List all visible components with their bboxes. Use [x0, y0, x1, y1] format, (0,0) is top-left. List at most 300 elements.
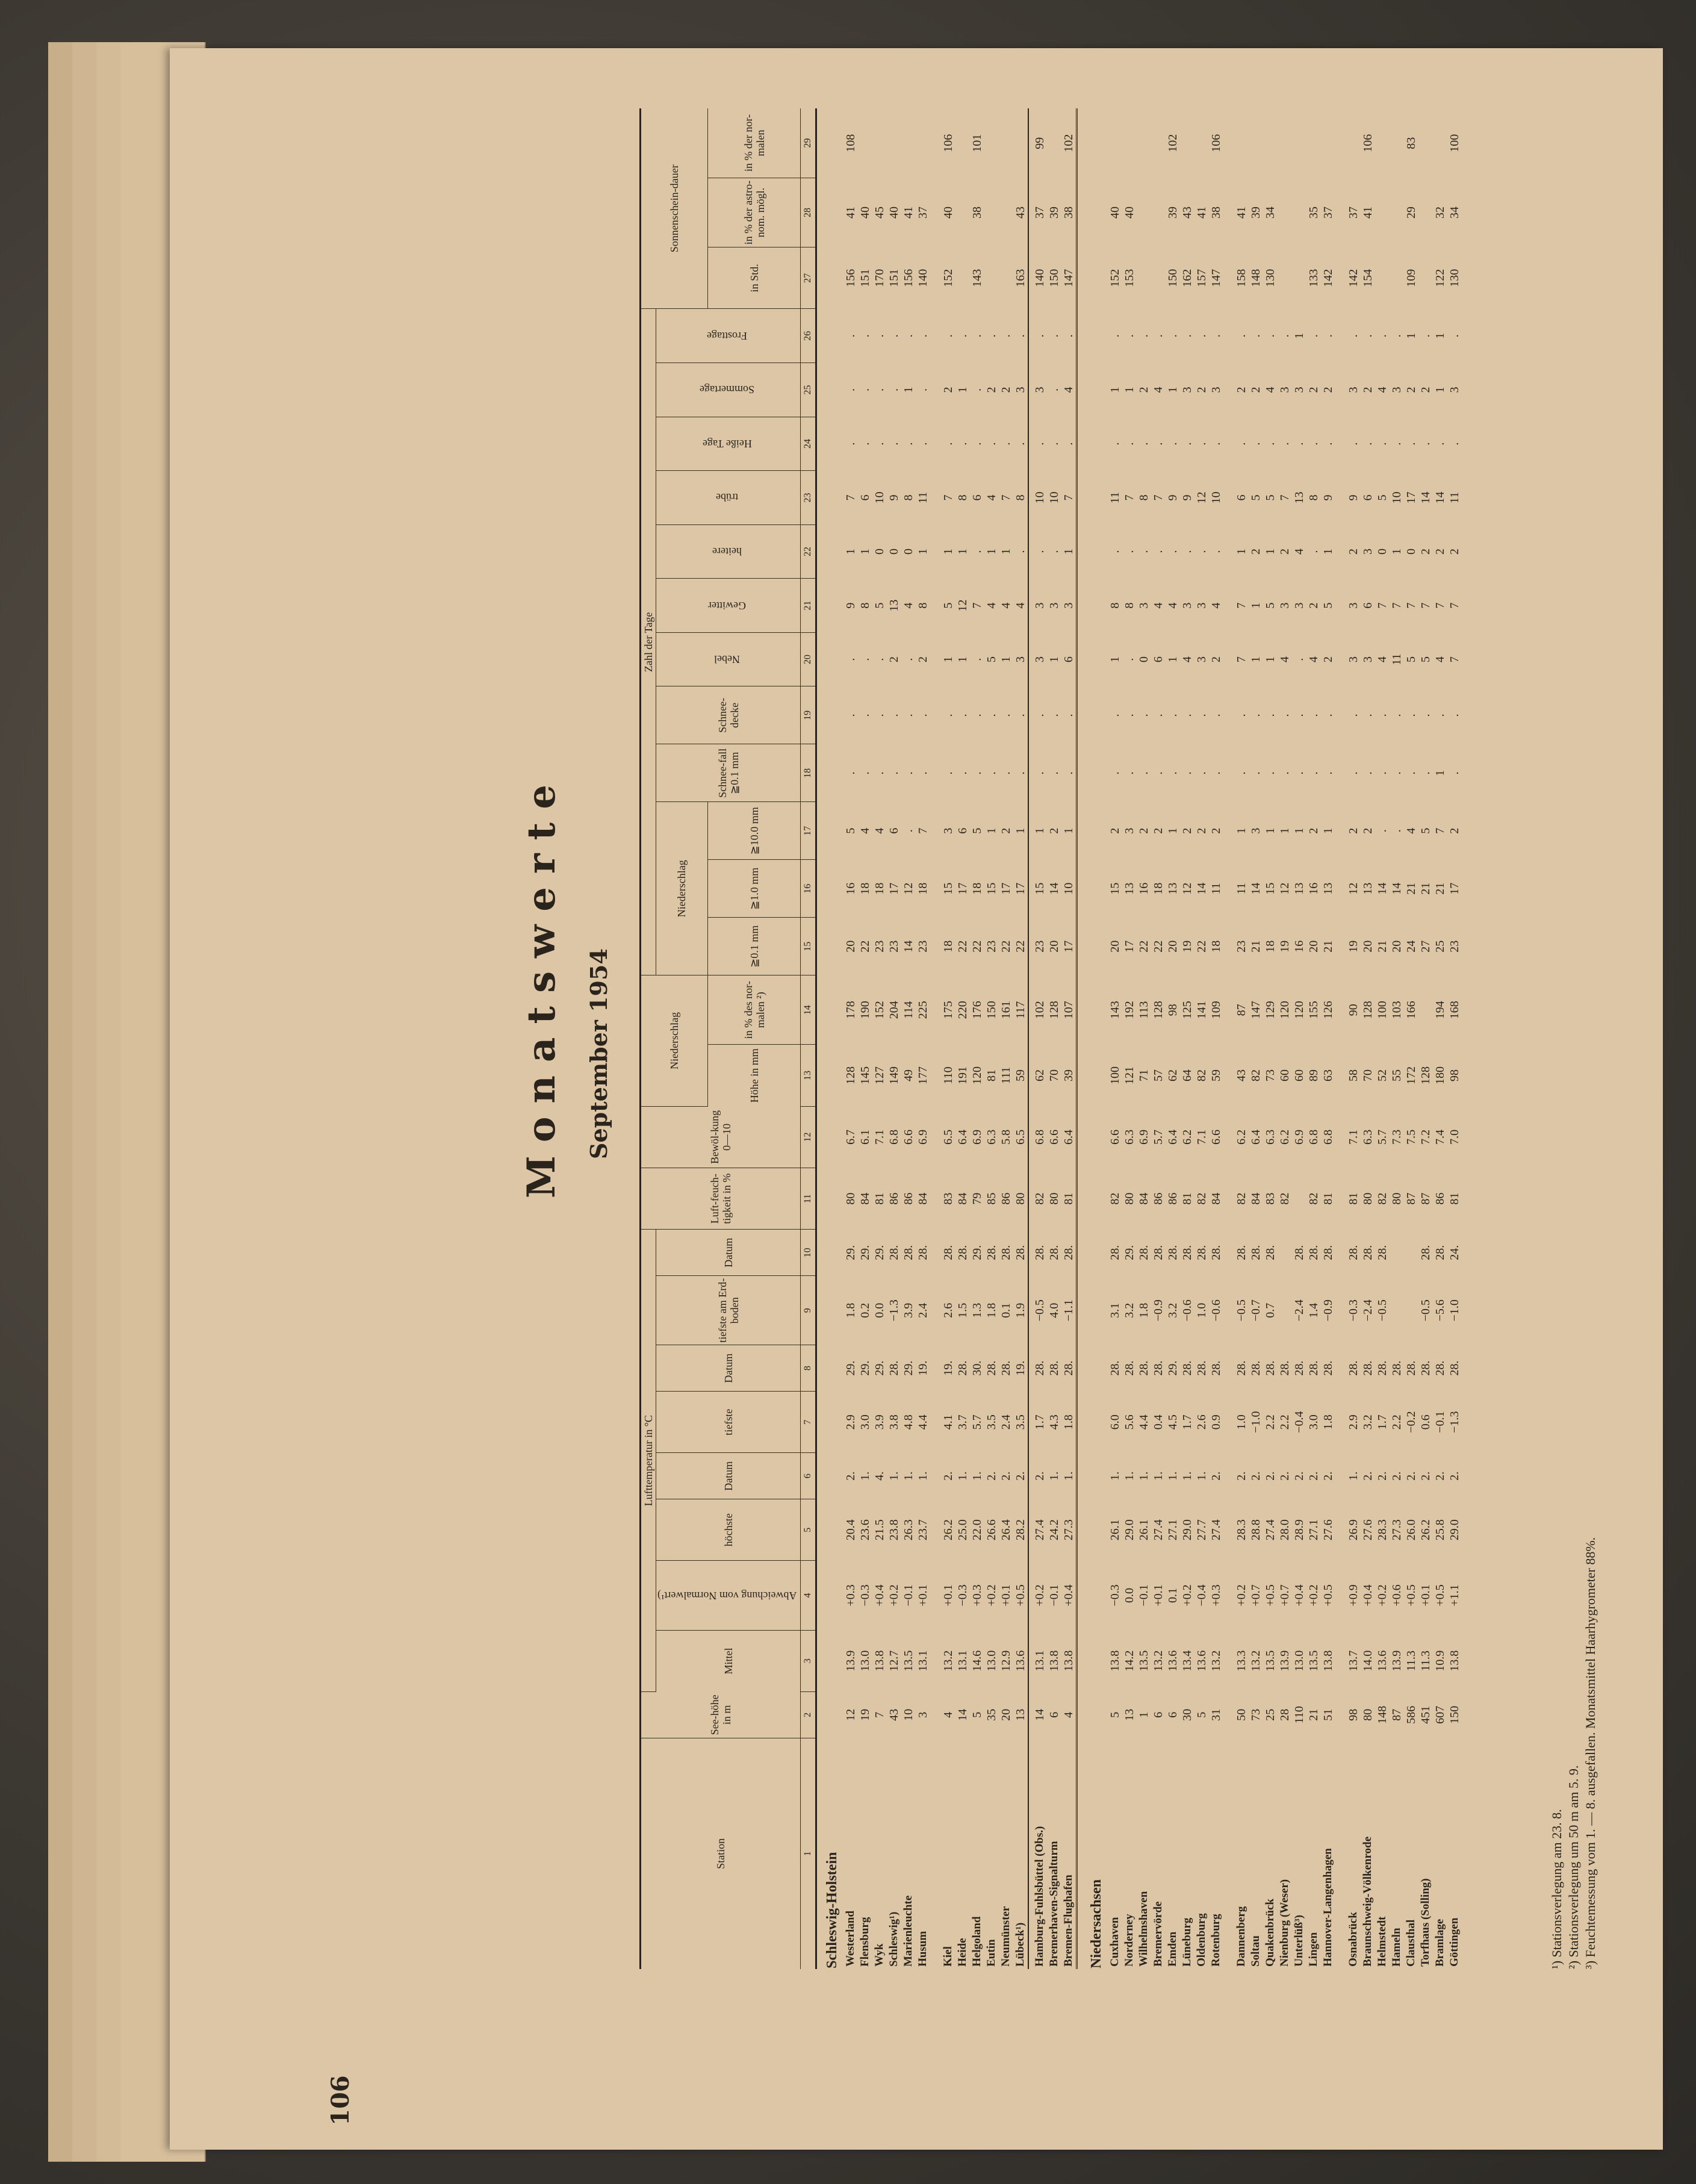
table-cell [1404, 1276, 1418, 1345]
table-cell: 133 [1307, 269, 1321, 287]
monthly-values-table-wrapper [639, 108, 1462, 1969]
header-seehoehe: See-höhe in m [641, 1691, 801, 1738]
table-cell: −0.1 [902, 1584, 916, 1607]
table-cell: 10 [1048, 491, 1061, 504]
table-cell: . [1137, 714, 1151, 717]
table-cell: 23 [1033, 940, 1047, 953]
table-cell: 43 [1014, 207, 1028, 219]
table-cell: . [1123, 714, 1137, 717]
table-cell: 2. [985, 1471, 999, 1481]
table-cell [1278, 1276, 1292, 1345]
table-cell: 158 [1235, 269, 1249, 287]
table-cell: 28. [1347, 1360, 1361, 1376]
table-cell: . [1014, 334, 1028, 338]
table-cell: 4 [1152, 387, 1166, 393]
table-cell: 28. [999, 1245, 1013, 1260]
table-cell: 73 [1249, 1708, 1263, 1721]
table-cell: 28. [1361, 1360, 1375, 1376]
table-cell: 39 [1249, 207, 1263, 219]
column-number: 12 [801, 1106, 816, 1168]
table-cell: 1 [916, 549, 930, 555]
table-cell: . [1033, 714, 1047, 717]
table-cell: 1 [1249, 656, 1263, 663]
table-cell [1404, 1230, 1418, 1276]
table-cell: +0.2 [1033, 1584, 1047, 1607]
table-cell: 2. [1210, 1471, 1223, 1481]
table-cell: 2 [985, 387, 999, 393]
table-cell: . [887, 714, 901, 717]
table-cell: 98 [1448, 1069, 1462, 1081]
table-cell: 2. [1293, 1471, 1306, 1481]
table-cell: 26.3 [902, 1519, 916, 1541]
table-cell: 87 [1405, 1192, 1418, 1205]
table-cell: 4 [985, 494, 999, 501]
table-cell: . [999, 714, 1013, 717]
table-cell: . [1048, 334, 1061, 338]
table-cell: 8 [916, 602, 930, 609]
table-cell: 18 [859, 882, 872, 895]
table-cell: 82 [1307, 1192, 1321, 1205]
table-cell: . [1322, 771, 1335, 775]
table-cell: . [1210, 771, 1223, 775]
table-cell: 4 [1434, 656, 1447, 663]
table-cell: 191 [956, 1066, 970, 1084]
table-cell: 101 [971, 134, 984, 152]
table-cell: 1. [1347, 1471, 1361, 1481]
table-cell: 3 [1210, 387, 1223, 393]
table-cell: . [942, 334, 955, 338]
table-cell: 17 [956, 882, 970, 895]
table-cell: 41 [902, 207, 916, 219]
table-cell: 3.7 [956, 1414, 970, 1430]
table-cell: 1.7 [1376, 1414, 1390, 1430]
table-cell: 4 [1405, 827, 1418, 834]
table-cell: +0.5 [1405, 1584, 1418, 1607]
table-cell: 28. [985, 1360, 999, 1376]
table-cell: 149 [887, 1066, 901, 1084]
monthly-values-table [639, 108, 1462, 1969]
table-cell: 3 [1014, 387, 1028, 393]
table-cell: 80 [1361, 1192, 1375, 1205]
table-cell: 1 [1434, 332, 1447, 339]
column-number: 10 [801, 1230, 816, 1276]
table-row [1061, 108, 1077, 1969]
table-cell: 0 [1376, 549, 1390, 555]
table-cell: 16 [1307, 882, 1321, 895]
table-cell: 81 [873, 1192, 887, 1205]
table-cell: 3 [1137, 602, 1151, 609]
footnote-3: ³) Feuchtemessung vom 1. — 8. ausgefallen. Monatsmittel Haarhygrometer 88%. [1583, 1537, 1598, 1969]
table-cell: . [1376, 829, 1390, 833]
table-cell: 80 [1048, 1192, 1061, 1205]
table-cell: . [1361, 334, 1375, 338]
table-cell: 1. [1137, 1471, 1151, 1481]
table-cell: 3 [1293, 387, 1306, 393]
table-cell: . [916, 334, 930, 338]
table-cell: 27.7 [1195, 1519, 1209, 1541]
header-truebe-text: trübe [716, 491, 739, 504]
table-cell [1137, 178, 1151, 247]
table-cell: 7.1 [1195, 1129, 1209, 1145]
table-row [1108, 108, 1122, 1969]
table-cell: 14.6 [971, 1650, 984, 1672]
table-cell: . [956, 714, 970, 717]
table-cell [1418, 247, 1433, 309]
header-tiefste-erdboden: tiefste am Erd-boden [656, 1276, 801, 1345]
table-cell: 28. [1322, 1360, 1335, 1376]
table-cell: . [1322, 714, 1335, 717]
table-cell: 128 [1361, 1001, 1375, 1019]
table-cell: +0.1 [1152, 1584, 1166, 1607]
table-cell: 6.8 [1322, 1129, 1335, 1145]
table-cell: 89 [1307, 1069, 1321, 1081]
table-cell: 110 [942, 1066, 955, 1084]
table-cell: 2 [1307, 827, 1321, 834]
table-cell: . [844, 442, 858, 446]
table-cell: 1. [916, 1471, 930, 1481]
table-cell: 2 [1137, 827, 1151, 834]
table-cell: 113 [1137, 1001, 1151, 1019]
table-cell: 28. [1166, 1245, 1180, 1260]
table-cell: 23 [916, 940, 930, 953]
table-cell: −0.1 [1048, 1584, 1061, 1607]
table-cell: 30. [971, 1360, 984, 1376]
table-cell: 14 [1048, 882, 1061, 895]
table-cell: 7 [916, 827, 930, 834]
table-cell: 28. [1014, 1245, 1028, 1260]
table-cell: 4 [1264, 387, 1278, 393]
table-cell: 71 [1137, 1069, 1151, 1081]
table-cell: 16 [1293, 940, 1306, 953]
table-cell: . [1307, 714, 1321, 717]
table-cell: 4 [1376, 387, 1390, 393]
table-cell: . [956, 442, 970, 446]
header-nebel [656, 632, 801, 686]
table-cell: . [1048, 388, 1061, 391]
table-cell: 6.3 [1264, 1129, 1278, 1145]
table-cell: 1. [1108, 1471, 1122, 1481]
table-row [1263, 108, 1278, 1969]
table-cell: 6 [1361, 494, 1375, 501]
table-cell: 2 [1181, 827, 1194, 834]
table-cell: 11 [916, 491, 930, 504]
table-cell: . [942, 442, 955, 446]
table-cell: 106 [942, 134, 955, 152]
table-cell: 1. [887, 1471, 901, 1481]
table-cell: −0.2 [1405, 1411, 1418, 1433]
table-cell: 13.5 [1264, 1650, 1278, 1672]
table-cell: 111 [999, 1066, 1013, 1084]
table-cell: 40 [1108, 207, 1122, 219]
table-cell: 22 [999, 940, 1013, 953]
table-cell: . [1062, 334, 1076, 338]
table-cell: 7 [1278, 494, 1292, 501]
station-name: Osnabrück [1347, 1912, 1360, 1967]
table-cell: 29.0 [1181, 1519, 1194, 1541]
table-cell: . [1152, 442, 1166, 446]
table-cell: 28. [999, 1360, 1013, 1376]
table-cell: 4.8 [902, 1414, 916, 1430]
table-cell: 2 [1108, 827, 1122, 834]
table-cell: 2 [916, 656, 930, 663]
table-cell: . [985, 334, 999, 338]
table-cell: 6.3 [985, 1129, 999, 1145]
table-cell: 1 [942, 549, 955, 555]
table-cell: . [1108, 771, 1122, 775]
table-cell: . [1152, 714, 1166, 717]
table-cell: 28. [1448, 1360, 1462, 1376]
table-cell: 129 [1264, 1001, 1278, 1019]
table-cell: 28. [1278, 1360, 1292, 1376]
table-cell: 41 [844, 207, 858, 219]
table-cell: 38 [1062, 207, 1076, 219]
table-cell: 60 [1278, 1069, 1292, 1081]
table-cell: 13.5 [902, 1650, 916, 1672]
table-cell: . [887, 334, 901, 338]
page-subtitle: September 1954 [585, 948, 612, 1159]
table-cell: 19 [859, 1708, 872, 1721]
table-cell: 13.9 [1278, 1650, 1292, 1672]
table-cell: 3 [1293, 602, 1306, 609]
table-cell: +0.3 [1210, 1584, 1223, 1607]
table-cell: 5 [873, 602, 887, 609]
table-cell [1122, 108, 1137, 178]
table-cell: 10 [1033, 491, 1047, 504]
table-cell: 7 [1448, 602, 1462, 609]
table-cell: 14 [956, 1708, 970, 1721]
table-cell: −0.5 [1419, 1299, 1433, 1322]
table-cell [984, 108, 999, 178]
table-cell: +0.4 [1361, 1584, 1375, 1607]
table-row [1234, 108, 1249, 1969]
header-hoehe-mm: Höhe in mm [707, 1045, 801, 1106]
header-sonne-astro: in % der astro-nom. mögl. [707, 178, 801, 247]
table-cell: 1.8 [1137, 1302, 1151, 1318]
table-cell: +0.4 [1293, 1584, 1306, 1607]
table-cell: 17 [999, 882, 1013, 895]
header-nebel-text: Nebel [714, 653, 741, 666]
table-cell: 1.8 [985, 1302, 999, 1318]
table-cell: 5 [1419, 656, 1433, 663]
table-cell: 6 [1062, 656, 1076, 663]
table-cell: 6.6 [1108, 1129, 1122, 1145]
table-cell: . [1264, 714, 1278, 717]
table-cell: 17 [1123, 940, 1137, 953]
table-cell: 23 [985, 940, 999, 953]
table-cell: . [1166, 442, 1180, 446]
table-cell: 190 [859, 1001, 872, 1019]
table-cell: 28. [1405, 1360, 1418, 1376]
table-cell: 27.1 [1307, 1519, 1321, 1541]
table-cell: 55 [1390, 1069, 1404, 1081]
table-cell: 28. [1062, 1245, 1076, 1260]
table-cell: . [1405, 442, 1418, 446]
column-number: 6 [801, 1453, 816, 1499]
table-cell: 2. [1390, 1471, 1404, 1481]
table-row [1013, 108, 1028, 1969]
table-cell: 27.4 [1264, 1519, 1278, 1541]
table-cell: 4 [999, 602, 1013, 609]
table-cell: 2. [1361, 1471, 1375, 1481]
table-cell: 29. [971, 1245, 984, 1260]
table-cell: . [1278, 442, 1292, 446]
table-cell [1234, 108, 1249, 178]
station-name: Braunschweig-Völkenrode [1361, 1836, 1375, 1967]
header-mittel: Mittel [656, 1630, 801, 1691]
table-cell: 29. [873, 1245, 887, 1260]
table-cell: 6 [1152, 1711, 1166, 1718]
table-cell: . [1014, 714, 1028, 717]
table-cell [1278, 178, 1292, 247]
table-cell: 80 [1014, 1192, 1028, 1205]
table-cell: 4 [1278, 656, 1292, 663]
table-cell: 3 [1347, 602, 1361, 609]
table-cell: . [1448, 442, 1462, 446]
table-cell: 5 [985, 656, 999, 663]
table-cell: 90 [1347, 1004, 1361, 1016]
table-cell: . [1123, 442, 1137, 446]
table-cell: . [859, 771, 872, 775]
table-cell: 28. [1235, 1360, 1249, 1376]
table-cell: 86 [887, 1192, 901, 1205]
table-cell: 10 [1390, 491, 1404, 504]
header-prozent-normal: in % des nor-malen ²) [707, 975, 801, 1045]
table-cell: . [1322, 442, 1335, 446]
station-name: Lüneburg [1181, 1917, 1194, 1967]
table-cell: 20 [1361, 940, 1375, 953]
table-cell: . [1293, 442, 1306, 446]
table-cell: . [1405, 714, 1418, 717]
header-abweichung [656, 1561, 801, 1630]
table-cell: 21 [1405, 882, 1418, 895]
table-cell: 11 [1390, 653, 1404, 665]
table-cell: 2. [1264, 1471, 1278, 1481]
table-cell: . [1235, 714, 1249, 717]
table-cell: 2 [1361, 387, 1375, 393]
table-cell: 2.2 [1264, 1414, 1278, 1430]
table-cell: 3 [1278, 602, 1292, 609]
table-cell: 5 [942, 602, 955, 609]
table-cell: 28. [1210, 1360, 1223, 1376]
table-cell: 128 [1419, 1066, 1433, 1084]
table-cell [1137, 108, 1151, 178]
table-cell: 21 [1419, 882, 1433, 895]
table-cell: . [844, 388, 858, 391]
table-cell [1278, 247, 1292, 309]
table-cell: 3 [1033, 602, 1047, 609]
column-number: 21 [801, 579, 816, 633]
table-cell: 120 [1278, 1001, 1292, 1019]
table-cell: 152 [942, 269, 955, 287]
table-cell: 3.0 [859, 1414, 872, 1430]
table-cell: −0.5 [1376, 1299, 1390, 1322]
table-cell: 100 [1376, 1001, 1390, 1019]
table-cell: 148 [1376, 1705, 1390, 1724]
table-cell: . [873, 714, 887, 717]
table-cell: −1.3 [887, 1299, 901, 1322]
table-cell: 7.3 [1390, 1129, 1404, 1145]
table-cell: 86 [999, 1192, 1013, 1205]
header-tiefste: tiefste [656, 1392, 801, 1453]
table-cell: . [1181, 334, 1194, 338]
region-heading: Niedersachsen [1089, 1879, 1105, 1968]
column-number: 25 [801, 363, 816, 417]
header-truebe [656, 471, 801, 525]
table-cell: 3.9 [902, 1302, 916, 1318]
table-cell: 2 [1434, 549, 1447, 555]
table-cell: 17 [1448, 882, 1462, 895]
header-n10: ≧1.0 mm [707, 860, 801, 918]
table-cell: 8 [859, 602, 872, 609]
table-cell [1375, 108, 1390, 178]
table-row [1390, 108, 1404, 1969]
table-cell: 32 [1434, 207, 1447, 219]
table-cell: . [1166, 771, 1180, 775]
column-number: 24 [801, 417, 816, 471]
table-cell: . [1195, 334, 1209, 338]
column-number: 8 [801, 1345, 816, 1392]
table-cell: 27.6 [1361, 1519, 1375, 1541]
table-cell: 81 [1347, 1192, 1361, 1205]
table-cell: . [1108, 442, 1122, 446]
table-cell: 6 [1235, 494, 1249, 501]
table-cell: 177 [916, 1066, 930, 1084]
table-cell: +0.2 [985, 1584, 999, 1607]
column-number: 16 [801, 860, 816, 918]
table-cell: 62 [1166, 1069, 1180, 1081]
table-cell: 5 [1264, 494, 1278, 501]
station-name: Hamburg-Fuhlsbüttel (Obs.) [1033, 1826, 1046, 1967]
table-cell [1249, 108, 1263, 178]
table-cell: 1.5 [956, 1302, 970, 1318]
table-cell: 7 [1448, 656, 1462, 663]
header-abweichung-text: Abweichung vom Normalwert¹) [657, 1589, 797, 1602]
table-cell: . [1166, 714, 1180, 717]
table-cell: 2 [1137, 387, 1151, 393]
table-cell: . [999, 334, 1013, 338]
table-cell: 12.7 [887, 1650, 901, 1672]
table-cell: 13.8 [1108, 1650, 1122, 1672]
table-cell: . [1166, 550, 1180, 553]
table-cell: 11.3 [1419, 1650, 1433, 1672]
table-cell: 28. [887, 1245, 901, 1260]
table-cell: 4.4 [1137, 1414, 1151, 1430]
table-cell: . [1048, 771, 1061, 775]
table-cell: . [1278, 334, 1292, 338]
table-cell: 8 [902, 494, 916, 501]
table-cell: 19. [916, 1360, 930, 1376]
table-cell: 80 [844, 1192, 858, 1205]
table-cell: 23 [1235, 940, 1249, 953]
table-cell: 38 [971, 207, 984, 219]
table-cell: 28 [1278, 1708, 1292, 1721]
column-number: 17 [801, 802, 816, 860]
table-cell: 29. [859, 1245, 872, 1260]
table-cell [1194, 108, 1209, 178]
table-cell: . [1123, 658, 1137, 661]
header-sonnenscheindauer: Sonnenschein-dauer [641, 108, 708, 309]
table-cell: 5.6 [1123, 1414, 1137, 1430]
table-cell: 23 [873, 940, 887, 953]
table-cell: . [1210, 442, 1223, 446]
table-cell: 1 [1166, 827, 1180, 834]
table-cell: 0.2 [859, 1302, 872, 1318]
table-cell: . [902, 334, 916, 338]
table-cell: 7 [1123, 494, 1137, 501]
table-cell: 2. [1278, 1471, 1292, 1481]
table-cell: . [1137, 771, 1151, 775]
table-cell: −0.5 [1033, 1299, 1047, 1322]
